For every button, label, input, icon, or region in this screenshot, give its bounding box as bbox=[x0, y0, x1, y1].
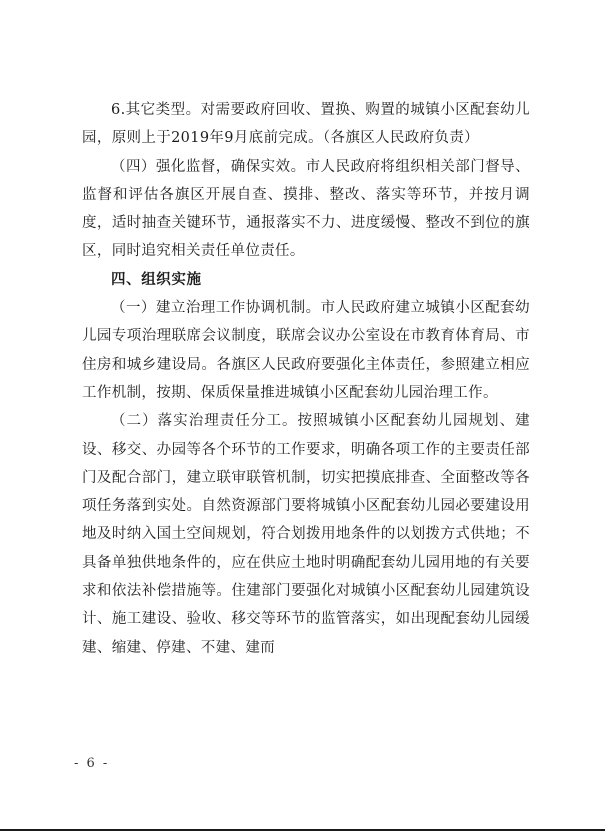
paragraph-responsibility-division bbox=[82, 407, 530, 662]
paragraph-text: 按照城镇小区配套幼儿园规划、建设、移交、办园等各个环节的工作要求，明确各项工作的主要责任部门及配合部门，建立联审联管机制，切实把摸底排查、全面整改等各项任务落到实处。自然资源部门要将城镇小区配套幼儿园必要建设用地及时纳入国土空间规划，符合划拨用地条件的以划拨方式供地；不具备单独供地条件的，应在供应土地时明确配套幼儿园用地的有关要求和依法补偿措施等。住建部门要强化对城镇小区配套幼儿园建筑设计、施工建设、验收、移交等环节的监管落实，如出现配套幼儿园缓建、缩建、停建、不建、建而 bbox=[82, 413, 530, 656]
paragraph-text: 市人民政府建立城镇小区配套幼儿园专项治理联席会议制度，联席会议办公室设在市教育体育局、市住房和城乡建设局。各旗区人民政府要强化主体责任，参照建立相应工作机制，按期、保质保量推进城镇小区配套幼儿园治理工作。 bbox=[82, 300, 530, 401]
page-number: - 6 - bbox=[74, 756, 110, 771]
paragraph-text: 市人民政府将组织相关部门督导、监督和评估各旗区开展自查、摸排、整改、落实等环节，并按月调度，适时抽查关键环节，通报落实不力、进度缓慢、整改不到位的旗区，同时追究相关责任单位责任。 bbox=[82, 158, 530, 260]
document-body bbox=[82, 96, 530, 662]
paragraph-text: 6.其它类型。对需要政府回收、置换、购置的城镇小区配套幼儿园，原则上于2019年9月底前完成。（各旗区人民政府负责） bbox=[82, 102, 530, 147]
paragraph-other-types bbox=[82, 96, 530, 153]
paragraph-lead: （二）落实治理责任分工。 bbox=[111, 413, 298, 430]
paragraph-lead: （一）建立治理工作协调机制。 bbox=[111, 300, 321, 317]
paragraph-coordination-mechanism bbox=[82, 294, 530, 407]
section-heading: 四、组织实施 bbox=[111, 271, 202, 288]
bottom-border bbox=[0, 829, 605, 831]
paragraph-supervision bbox=[82, 153, 530, 266]
paragraph-lead: （四）强化监督，确保实效。 bbox=[111, 158, 306, 175]
